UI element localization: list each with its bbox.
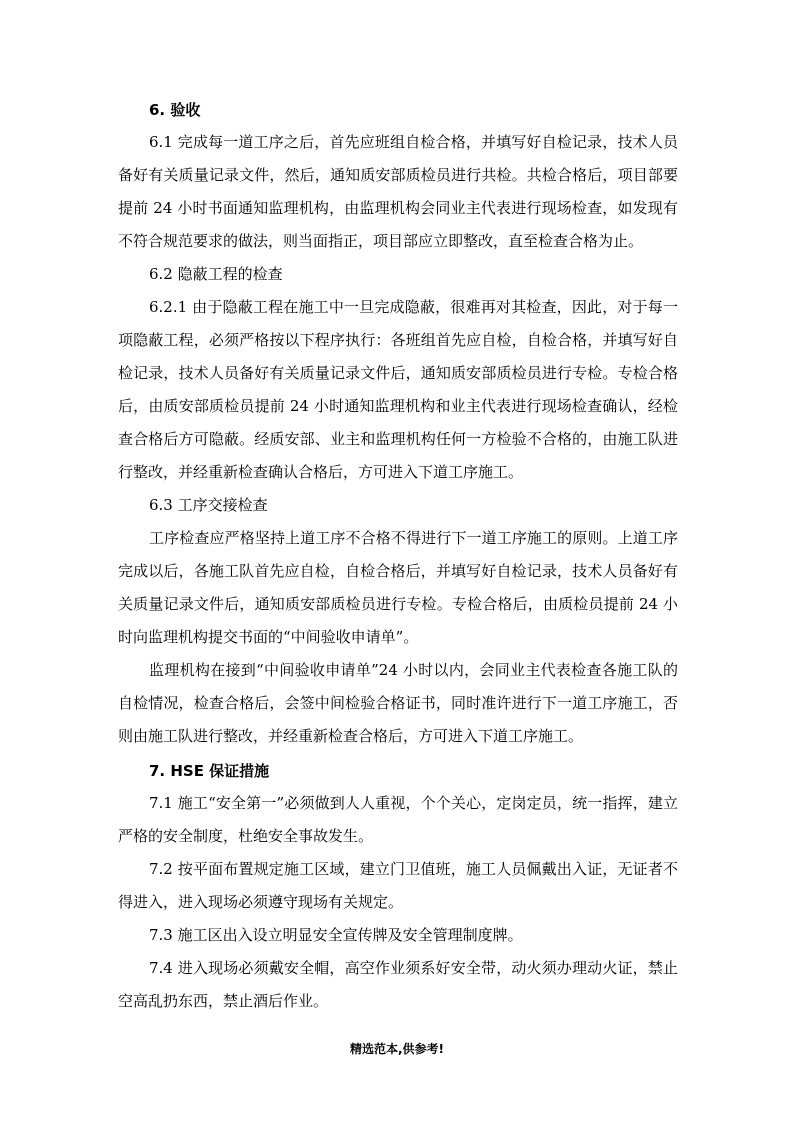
section-6-heading: 6. 验收	[149, 101, 201, 119]
paragraph-7-3: 7.3 施工区出入设立明显安全宣传牌及安全管理制度牌。	[149, 926, 523, 944]
document-page	[118, 92, 678, 1018]
paragraph-6-3-title: 6.3 工序交接检查	[149, 496, 268, 514]
page-footer: 精选范本,供参考!	[349, 1042, 445, 1056]
section-7-heading: 7. HSE 保证措施	[149, 762, 270, 780]
paragraph-7-1: 7.1 施工“安全第一”必须做到人人重视，个个关心，定岗定员，统一指挥，建立严格的安全制度，杜绝安全事故发生。	[118, 794, 678, 845]
paragraph-6-2-title: 6.2 隐蔽工程的检查	[149, 265, 283, 283]
paragraph-7-4: 7.4 进入现场必须戴安全帽，高空作业须系好安全带，动火须办理动火证，禁止空高乱扔东西，禁止酒后作业。	[118, 959, 678, 1010]
paragraph-7-2: 7.2 按平面布置规定施工区域，建立门卫值班，施工人员佩戴出入证，无证者不得进入，进入现场必须遵守现场有关规定。	[118, 860, 678, 911]
paragraph-6-1: 6.1 完成每一道工序之后，首先应班组自检合格，并填写好自检记录，技术人员备好有关质量记录文件，然后，通知质安部质检员进行共检。共检合格后，项目部要提前 24 小时书面通知监理机构，由监理机构会同业主代表进行现场检查，如发现有不符合规范要求的做法，则当面指正，项目部应立即整改，直至检查合格为止。	[118, 133, 678, 250]
paragraph-6-2-1: 6.2.1 由于隐蔽工程在施工中一旦完成隐蔽，很难再对其检查，因此，对于每一项隐蔽工程，必须严格按以下程序执行：各班组首先应自检，自检合格，并填写好自检记录，技术人员备好有关质量记录文件后，通知质安部质检员进行专检。专检合格后，由质安部质检员提前 24 小时通知监理机构和业主代表进行现场检查确认，经检查合格后方可隐蔽。经质安部、业主和监理机构任何一方检验不合格的，由施工队进行整改，并经重新检查确认合格后，方可进入下道工序施工。	[118, 298, 678, 481]
paragraph-6-3-body: 工序检查应严格坚持上道工序不合格不得进行下一道工序施工的原则。上道工序完成以后，各施工队首先应自检，自检合格后，并填写好自检记录，技术人员备好有关质量记录文件后，通知质安部质检员进行专检。专检合格后，由质检员提前 24 小时向监理机构提交书面的“中间验收申请单”。	[118, 529, 678, 646]
paragraph-6-3-supervision: 监理机构在接到“中间验收申请单”24 小时以内，会同业主代表检查各施工队的自检情况，检查合格后，会签中间检验合格证书，同时准许进行下一道工序施工，否则由施工队进行整改，并经重新检查合格后，方可进入下道工序施工。	[118, 661, 678, 745]
